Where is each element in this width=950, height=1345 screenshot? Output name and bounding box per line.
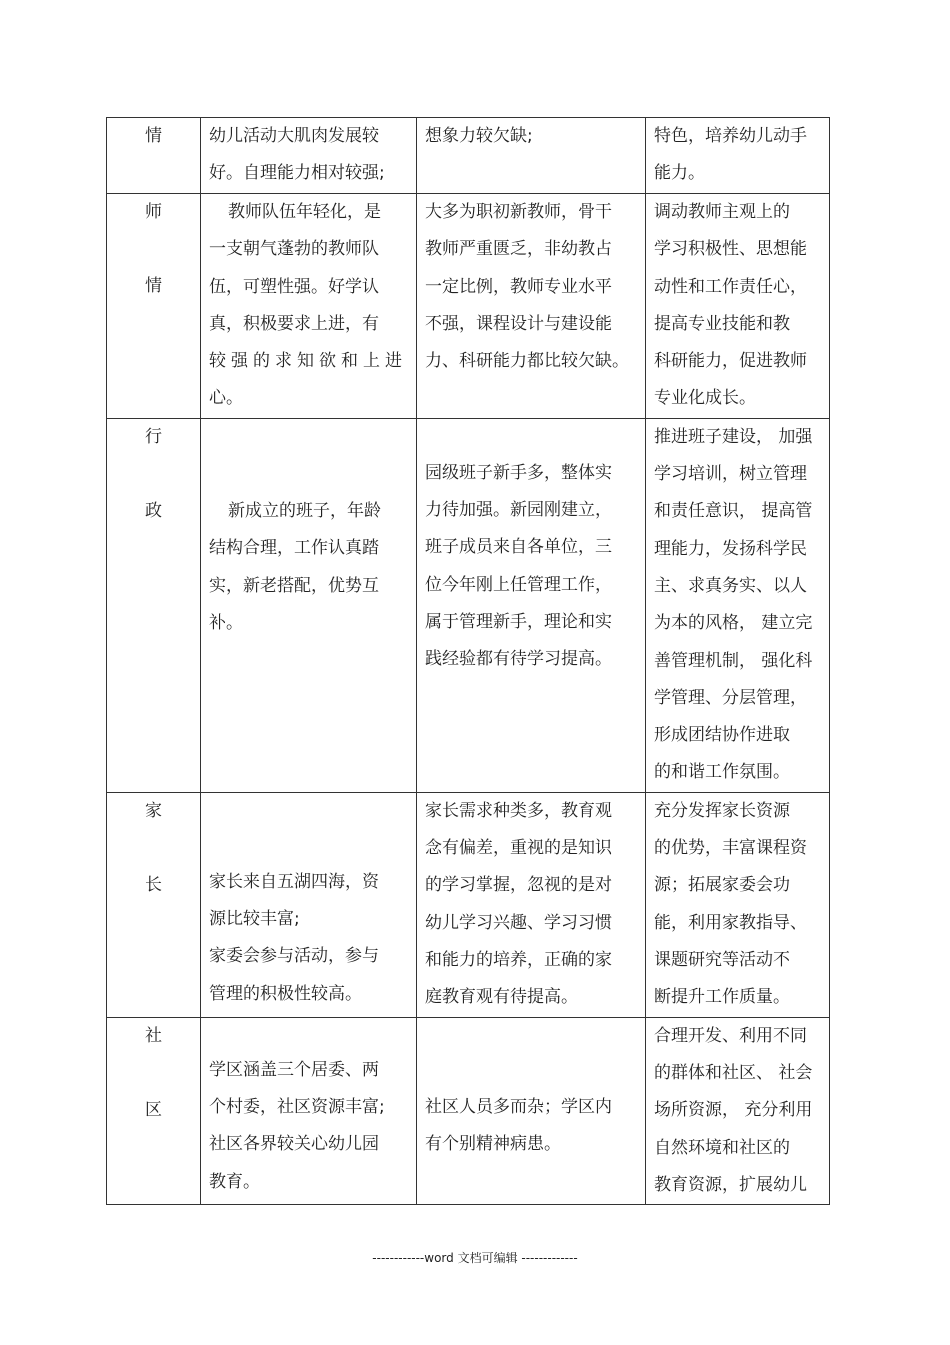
text-line: 教育资源，扩展幼儿	[654, 1174, 807, 1195]
page-footer: ------------word 文档可编辑 -------------	[372, 1251, 578, 1265]
category-cell	[107, 118, 201, 194]
text-line: 念有偏差，重视的是知识	[425, 838, 612, 859]
text-line: 自然环境和社区的	[654, 1137, 790, 1158]
text-line: 属于管理新手，理论和实	[425, 611, 612, 632]
text-line: 个村委，社区资源丰富;	[209, 1097, 385, 1118]
text-line: 的优势，丰富课程资	[654, 838, 807, 859]
text-line: 教师队伍年轻化，是	[228, 202, 381, 222]
text-line: 教育。	[209, 1171, 260, 1192]
text-line: 学习积极性、思想能	[654, 239, 807, 260]
strengths-cell	[201, 792, 417, 1017]
text-line: 的学习掌握，忽视的是对	[425, 875, 612, 896]
weaknesses-cell	[417, 418, 646, 792]
text-line: 社区各界较关心幼儿园	[209, 1134, 379, 1155]
text-line: 力、科研能力都比较欠缺。	[425, 351, 629, 372]
text-line: 充分发挥家长资源	[654, 800, 790, 821]
text-line: 践经验都有待学习提高。	[425, 649, 612, 670]
text-line: 新成立的班子，年龄	[228, 501, 381, 522]
text-line: 的和谐工作氛围。	[654, 762, 790, 783]
strengths-cell	[201, 418, 417, 792]
table-row-parents	[107, 792, 830, 1017]
text-line: 社区人员多而杂；学区内	[425, 1096, 612, 1117]
text-line: 和能力的培养，正确的家	[425, 949, 612, 970]
category-char: 情	[145, 126, 162, 146]
text-line: 位今年刚上任管理工作，	[425, 574, 612, 595]
analysis-table	[106, 117, 830, 1205]
text-line: 源比较丰富;	[209, 909, 300, 930]
category-cell	[107, 1017, 201, 1204]
text-line: 力待加强。新园刚建立，	[425, 500, 612, 521]
strengths-cell	[201, 194, 417, 419]
text-line: 补。	[209, 613, 243, 634]
text-line: 推进班子建设， 加强	[654, 426, 813, 447]
text-line: 能力。	[654, 163, 705, 184]
text-line: 想象力较欠缺;	[425, 126, 533, 146]
text-line: 家长需求种类多，教育观	[425, 800, 612, 821]
text-line: 和责任意识， 提高管	[654, 501, 813, 522]
category-cell	[107, 792, 201, 1017]
measures-cell	[646, 1017, 830, 1204]
text-line: 管理的积极性较高。	[209, 983, 362, 1004]
text-line: 庭教育观有待提高。	[425, 987, 578, 1008]
text-line: 真，积极要求上进，有	[209, 313, 379, 334]
text-line: 家长来自五湖四海，资	[209, 871, 379, 892]
category-cell	[107, 194, 201, 419]
text-line: 学区涵盖三个居委、两	[209, 1059, 379, 1080]
text-line: 源；拓展家委会功	[654, 875, 790, 896]
text-line: 班子成员来自各单位，三	[425, 537, 612, 558]
category-cell	[107, 418, 201, 792]
text-line: 好。自理能力相对较强;	[209, 163, 385, 184]
table-row-children	[107, 118, 830, 194]
text-line: 结构合理，工作认真踏	[209, 538, 379, 559]
weaknesses-cell	[417, 1017, 646, 1204]
weaknesses-cell	[417, 194, 646, 419]
table-row-community	[107, 1017, 830, 1204]
text-line: 提高专业技能和教	[654, 313, 790, 334]
category-char: 情	[145, 276, 162, 297]
text-line: 幼儿学习兴趣、学习习惯	[425, 912, 612, 933]
text-line: 理能力，发扬科学民	[654, 538, 807, 559]
text-line: 课题研究等活动不	[654, 949, 790, 970]
text-line: 动性和工作责任心，	[654, 276, 807, 297]
text-line: 专业化成长。	[654, 388, 756, 409]
text-line: 合理开发、利用不同	[654, 1025, 807, 1046]
category-char: 长	[145, 875, 162, 896]
text-line: 一定比例，教师专业水平	[425, 276, 612, 297]
measures-cell	[646, 118, 830, 194]
text-line: 的群体和社区、 社会	[654, 1063, 813, 1084]
text-line: 伍，可塑性强。好学认	[209, 276, 379, 297]
text-line: 能，利用家教指导、	[654, 912, 807, 933]
category-char: 社	[145, 1025, 162, 1046]
text-line: 特色，培养幼儿动手	[654, 126, 807, 146]
measures-cell	[646, 418, 830, 792]
strengths-cell	[201, 1017, 417, 1204]
text-line: 学管理、分层管理，	[654, 687, 807, 708]
weaknesses-cell	[417, 792, 646, 1017]
text-line: 不强，课程设计与建设能	[425, 313, 612, 334]
text-line: 园级班子新手多，整体实	[425, 462, 612, 483]
text-line: 家委会参与活动，参与	[209, 946, 379, 967]
text-line: 调动教师主观上的	[654, 202, 790, 222]
text-line: 科研能力，促进教师	[654, 351, 807, 372]
category-char: 区	[145, 1100, 162, 1121]
text-line: 大多为职初新教师，骨干	[425, 202, 612, 222]
category-char: 师	[145, 202, 162, 222]
table-row-teachers	[107, 194, 830, 419]
category-char: 政	[145, 501, 162, 522]
strengths-cell	[201, 118, 417, 194]
measures-cell	[646, 792, 830, 1017]
weaknesses-cell	[417, 118, 646, 194]
text-line: 善管理机制， 强化科	[654, 650, 813, 671]
text-line: 有个别精神病患。	[425, 1134, 561, 1155]
text-line: 学习培训，树立管理	[654, 464, 807, 485]
text-line: 幼儿活动大肌肉发展较	[209, 126, 379, 146]
text-line: 形成团结协作进取	[654, 725, 790, 746]
text-line: 实，新老搭配，优势互	[209, 575, 379, 596]
text-line: 较强的求知欲和上进	[209, 351, 407, 372]
text-line: 心。	[209, 388, 243, 409]
text-line: 断提升工作质量。	[654, 987, 790, 1008]
category-char: 家	[145, 800, 162, 821]
category-char: 行	[145, 426, 162, 447]
text-line: 一支朝气蓬勃的教师队	[209, 239, 379, 260]
measures-cell	[646, 194, 830, 419]
text-line: 为本的风格， 建立完	[654, 613, 813, 634]
table-row-administration	[107, 418, 830, 792]
text-line: 主、求真务实、以人	[654, 575, 807, 596]
text-line: 教师严重匮乏，非幼教占	[425, 239, 612, 260]
text-line: 场所资源， 充分利用	[654, 1100, 813, 1121]
